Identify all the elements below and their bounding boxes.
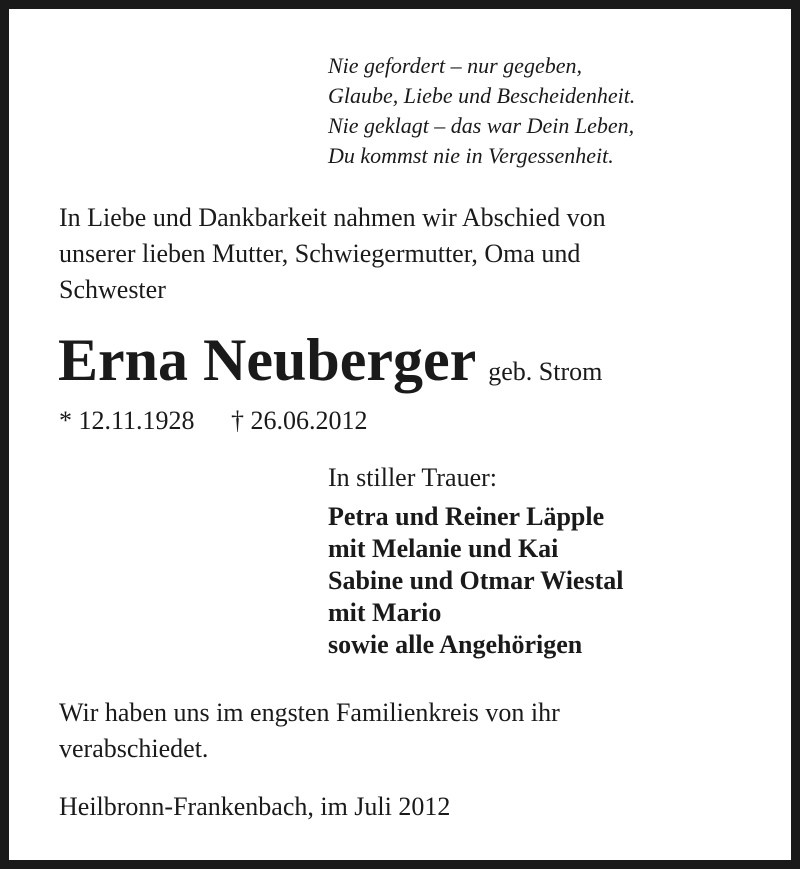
mourner-line: mit Melanie und Kai [328, 534, 559, 563]
poem-line: Nie geklagt – das war Dein Leben, [328, 113, 635, 138]
deceased-heading [58, 327, 602, 393]
farewell-text [59, 695, 759, 767]
memorial-poem [328, 51, 635, 171]
mourner-line: Sabine und Otmar Wiestal [328, 566, 624, 595]
mourning-label: In stiller Trauer: [328, 463, 497, 492]
intro-line: Schwester [59, 275, 166, 304]
mourner-line: sowie alle Angehörigen [328, 630, 583, 659]
deceased-name: Erna Neuberger [58, 327, 477, 393]
life-dates [59, 403, 368, 439]
mourner-line: Petra und Reiner Läpple [328, 502, 605, 531]
mourner-line: mit Mario [328, 598, 442, 627]
death-date: † 26.06.2012 [231, 406, 368, 435]
intro-text [59, 200, 759, 308]
intro-line: In Liebe und Dankbarkeit nahmen wir Abschied von [59, 203, 606, 232]
mourners-list [328, 501, 623, 661]
poem-line: Glaube, Liebe und Bescheidenheit. [328, 83, 636, 108]
farewell-line: verabschiedet. [59, 734, 209, 763]
poem-line: Du kommst nie in Vergessenheit. [328, 143, 614, 168]
farewell-line: Wir haben uns im engsten Familienkreis von ihr [59, 698, 560, 727]
birth-date: * 12.11.1928 [59, 406, 195, 435]
poem-line: Nie gefordert – nur gegeben, [328, 53, 582, 78]
place-and-date: Heilbronn-Frankenbach, im Juli 2012 [59, 792, 451, 821]
birth-name: geb. Strom [488, 357, 603, 386]
intro-line: unserer lieben Mutter, Schwiegermutter, Oma und [59, 239, 581, 268]
